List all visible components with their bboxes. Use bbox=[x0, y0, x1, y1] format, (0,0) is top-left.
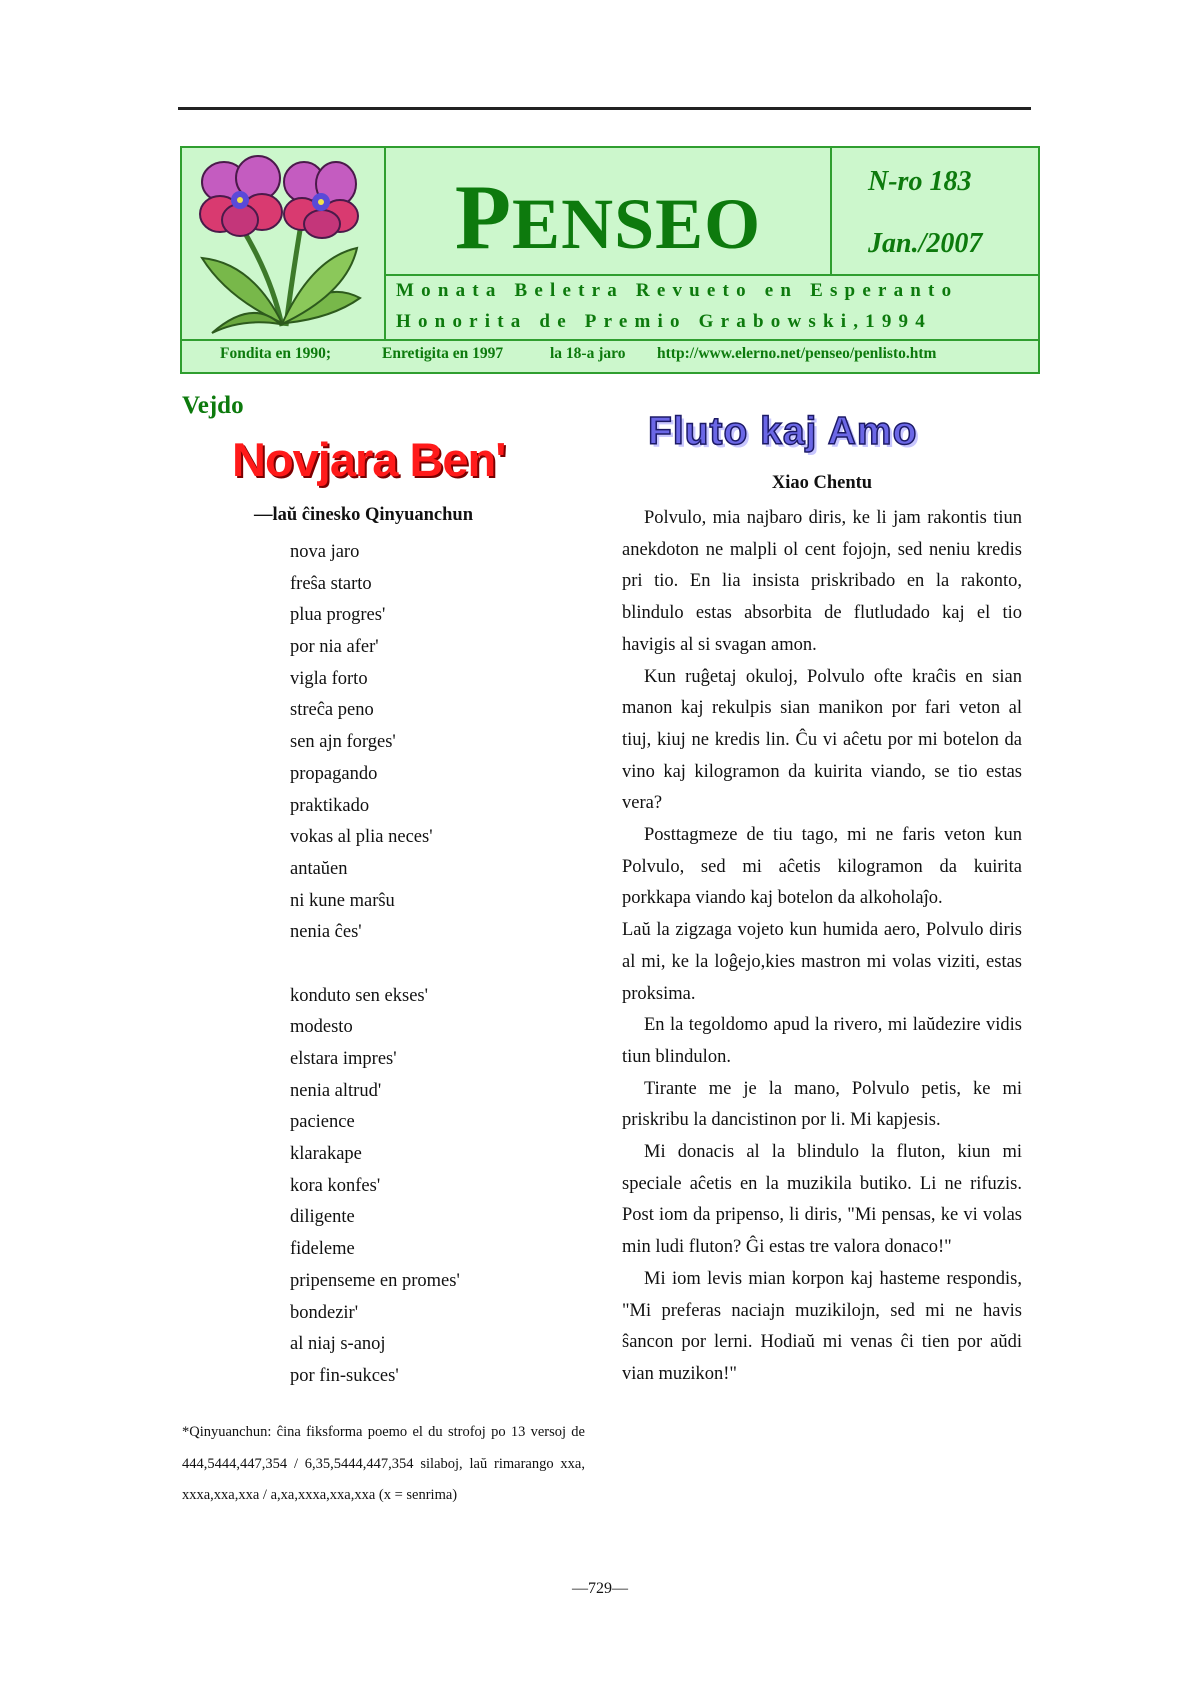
story-paragraph: Mi donacis al la blindulo la fluton, kiun mi speciale aĉetis en la muzikila butiko. Li ne rifuzis. Post iom da pripenso, li diris, "Mi pensas, ke vi volas min ludi fluton? Ĝi estas tre valora donaco!" bbox=[622, 1142, 1022, 1258]
poem-line: por nia afer' bbox=[290, 637, 379, 658]
poem-line: freŝa starto bbox=[290, 573, 372, 594]
poem-line: kora konfes' bbox=[290, 1175, 381, 1196]
issue-date: Jan./2007 bbox=[868, 228, 983, 259]
story-paragraph: En la tegoldomo apud la rivero, mi laŭdezire vidis tiun blindulon. bbox=[622, 1015, 1022, 1067]
poem-line: plua progres' bbox=[290, 605, 386, 626]
poem-line: modesto bbox=[290, 1017, 353, 1038]
page-number: —729— bbox=[572, 1580, 628, 1597]
poem-line: nenia ĉes' bbox=[290, 922, 362, 943]
masthead-title-cell bbox=[386, 148, 832, 276]
poem-line: por fin-sukces' bbox=[290, 1365, 399, 1386]
poem-body bbox=[290, 537, 460, 1393]
story-author: Xiao Chentu bbox=[771, 473, 873, 493]
issue-number: N-ro 183 bbox=[868, 166, 972, 197]
poem-line: diligente bbox=[290, 1207, 355, 1228]
story-paragraph: Mi iom levis mian korpon kaj hasteme respondis, "Mi preferas naciajn muzikilojn, sed mi ne havis ŝancon por lerni. Hodiaŭ mi venas ĉi tien por aŭdi vian muzikon!" bbox=[622, 1268, 1022, 1384]
story-paragraph: Polvulo, mia najbaro diris, ke li jam rakontis tiun anekdoton ne malpli ol cent fojojn, sed neniu kredis pri tio. En lia insista priskribado en la rakonto, blindulo estas absorbita de flutludado kaj el tio havigis al si svagan amon. bbox=[622, 508, 1022, 655]
poem-line: nova jaro bbox=[290, 542, 360, 562]
poem-line: elstara impres' bbox=[290, 1049, 397, 1069]
pansy-flower-icon bbox=[182, 148, 382, 338]
poem-title: Novjara Ben' bbox=[232, 433, 506, 486]
masthead-footer bbox=[182, 341, 1038, 372]
poem-line: praktikado bbox=[290, 795, 370, 816]
subtitle-line-1: Monata Beletra Revueto en Esperanto bbox=[396, 280, 959, 301]
story-paragraph: Laŭ la zigzaga vojeto kun humida aero, Polvulo diris al mi, ke la loĝejo,kies mastron mi volas viziti, estas proksima. bbox=[622, 920, 1022, 1004]
story-title: Fluto kaj Amo bbox=[648, 410, 918, 453]
poem-line: antaŭen bbox=[290, 858, 348, 879]
masthead-logo-cell bbox=[182, 148, 386, 341]
poem-line: vigla forto bbox=[290, 668, 368, 689]
poem-line: pacience bbox=[290, 1112, 355, 1133]
poem-line: streĉa peno bbox=[290, 700, 374, 721]
masthead-subtitle-cell bbox=[386, 276, 1038, 341]
poem-subtitle: —laŭ ĉinesko Qinyuanchun bbox=[254, 505, 473, 525]
poem-line: ni kune marŝu bbox=[290, 890, 395, 911]
poem-footnote: *Qinyuanchun: ĉina fiksforma poemo el du strofoj po 13 versoj de 444,5444,447,354 / 6,35,5444,447,354 silaboj, laŭ rimarango xxa, xxxa,xxa,xxa / a,xa,xxxa,xxa,xxa (x = senrima) bbox=[182, 1424, 585, 1503]
story-paragraph: Kun ruĝetaj okuloj, Polvulo ofte kraĉis en sian manon kaj rekulpis sian manikon por fari veton al tiuj, kiuj ne kredis lin. Ĉu vi aĉetu por mi botelon da vino kaj kilogramon da kuirita viando, se tio estas vera? bbox=[622, 666, 1022, 814]
year-text: la 18-a jaro bbox=[550, 345, 626, 362]
magazine-title: PENSEO bbox=[454, 166, 762, 268]
story-body bbox=[622, 503, 1022, 1391]
section-label: Vejdo bbox=[182, 392, 244, 419]
poem-line: sen ajn forges' bbox=[290, 732, 396, 753]
masthead-issue-cell bbox=[832, 148, 1038, 276]
poem-line: nenia altrud' bbox=[290, 1080, 382, 1101]
poem-line: konduto sen ekses' bbox=[290, 985, 428, 1006]
poem-line: propagando bbox=[290, 763, 378, 784]
subtitle-line-2: Honorita de Premio Grabowski,1994 bbox=[396, 311, 932, 332]
story-paragraph: Posttagmeze de tiu tago, mi ne faris veton kun Polvulo, sed mi aĉetis kilogramon da kuirita porkkapa viando kaj botelon da alkoholaĵo. bbox=[622, 825, 1022, 909]
poem-line: fideleme bbox=[290, 1239, 355, 1260]
poem-line: bondezir' bbox=[290, 1302, 359, 1323]
poem-line: vokas al plia neces' bbox=[290, 827, 433, 848]
registered-text: Enretigita en 1997 bbox=[382, 345, 504, 362]
founded-text: Fondita en 1990; bbox=[220, 345, 332, 362]
top-rule bbox=[178, 107, 1031, 110]
poem-line: pripenseme en promes' bbox=[290, 1270, 460, 1291]
website-link[interactable]: http://www.elerno.net/penseo/penlisto.htm bbox=[657, 345, 937, 362]
story-paragraph: Tirante me je la mano, Polvulo petis, ke mi priskribu la dancistinon por li. Mi kapjesis. bbox=[622, 1078, 1022, 1131]
poem-line: al niaj s-anoj bbox=[290, 1334, 386, 1355]
poem-stanza-break bbox=[290, 949, 460, 981]
masthead bbox=[180, 146, 1040, 374]
poem-line: klarakape bbox=[290, 1144, 362, 1165]
